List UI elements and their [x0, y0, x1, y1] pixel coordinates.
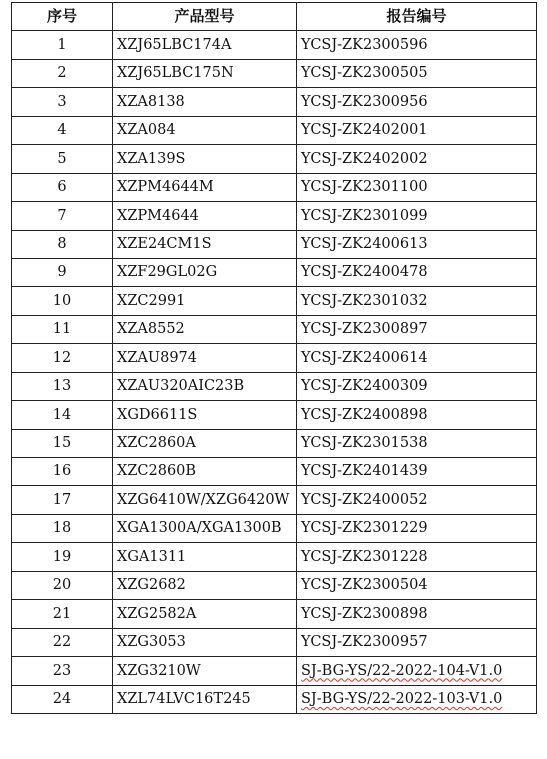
cell-report-number: YCSJ-ZK2400898: [297, 401, 537, 429]
cell-seq: 19: [12, 543, 113, 571]
cell-product-model: XZG3210W: [113, 657, 297, 685]
cell-seq: 18: [12, 514, 113, 542]
cell-report-number: YCSJ-ZK2301538: [297, 429, 537, 457]
cell-seq: 11: [12, 315, 113, 343]
table-row: [12, 657, 537, 685]
product-report-table: [11, 2, 537, 714]
cell-report-number: YCSJ-ZK2300898: [297, 600, 537, 628]
cell-product-model: XZG2682: [113, 571, 297, 599]
cell-seq: 2: [12, 59, 113, 87]
cell-seq: 1: [12, 31, 113, 59]
cell-product-model: XZE24CM1S: [113, 230, 297, 258]
cell-product-model: XGD6611S: [113, 401, 297, 429]
table-row: [12, 685, 537, 713]
cell-report-number: [297, 657, 537, 685]
cell-product-model: XZG2582A: [113, 600, 297, 628]
table-row: [12, 372, 537, 400]
cell-product-model: XZA084: [113, 116, 297, 144]
cell-seq: 7: [12, 202, 113, 230]
cell-product-model: XZA8552: [113, 315, 297, 343]
header-report: 报告编号: [297, 3, 537, 31]
table-header-row: [12, 3, 537, 31]
cell-report-number: YCSJ-ZK2301229: [297, 514, 537, 542]
cell-product-model: XZJ65LBC175N: [113, 59, 297, 87]
cell-seq: 15: [12, 429, 113, 457]
cell-report-number: YCSJ-ZK2401439: [297, 458, 537, 486]
cell-report-number: YCSJ-ZK2301032: [297, 287, 537, 315]
cell-product-model: XZG3053: [113, 628, 297, 656]
cell-product-model: XZA139S: [113, 145, 297, 173]
table-row: [12, 258, 537, 286]
table-row: [12, 401, 537, 429]
cell-product-model: XZPM4644M: [113, 173, 297, 201]
cell-seq: 3: [12, 88, 113, 116]
table-row: [12, 600, 537, 628]
table-row: [12, 173, 537, 201]
table-row: [12, 202, 537, 230]
table-row: [12, 344, 537, 372]
cell-product-model: XZAU8974: [113, 344, 297, 372]
cell-seq: 24: [12, 685, 113, 713]
cell-seq: 17: [12, 486, 113, 514]
cell-report-number: YCSJ-ZK2300957: [297, 628, 537, 656]
cell-report-number: YCSJ-ZK2400478: [297, 258, 537, 286]
cell-report-number: YCSJ-ZK2300596: [297, 31, 537, 59]
cell-report-number: YCSJ-ZK2300505: [297, 59, 537, 87]
table-row: [12, 287, 537, 315]
cell-report-number: YCSJ-ZK2301100: [297, 173, 537, 201]
cell-seq: 12: [12, 344, 113, 372]
cell-report-number: YCSJ-ZK2400309: [297, 372, 537, 400]
table-row: [12, 31, 537, 59]
cell-report-number: YCSJ-ZK2301099: [297, 202, 537, 230]
report-number-text: SJ-BG-YS/22-2022-104-V1.0: [301, 662, 503, 679]
cell-seq: 21: [12, 600, 113, 628]
cell-product-model: XGA1300A/XGA1300B: [113, 514, 297, 542]
cell-report-number: YCSJ-ZK2300956: [297, 88, 537, 116]
document-sheet: [11, 2, 536, 714]
cell-product-model: XZJ65LBC174A: [113, 31, 297, 59]
header-model: 产品型号: [113, 3, 297, 31]
cell-product-model: XZA8138: [113, 88, 297, 116]
cell-product-model: XZG6410W/XZG6420W: [113, 486, 297, 514]
cell-report-number: [297, 685, 537, 713]
cell-report-number: YCSJ-ZK2400052: [297, 486, 537, 514]
cell-seq: 9: [12, 258, 113, 286]
cell-report-number: YCSJ-ZK2300504: [297, 571, 537, 599]
cell-seq: 20: [12, 571, 113, 599]
cell-product-model: XZC2860B: [113, 458, 297, 486]
cell-seq: 16: [12, 458, 113, 486]
table-body: [12, 31, 537, 714]
table-row: [12, 543, 537, 571]
table-row: [12, 514, 537, 542]
header-seq: 序号: [12, 3, 113, 31]
table-row: [12, 230, 537, 258]
cell-seq: 8: [12, 230, 113, 258]
table-row: [12, 429, 537, 457]
table-row: [12, 145, 537, 173]
cell-report-number: YCSJ-ZK2400614: [297, 344, 537, 372]
table-row: [12, 458, 537, 486]
cell-product-model: XZC2991: [113, 287, 297, 315]
table-row: [12, 59, 537, 87]
cell-report-number: YCSJ-ZK2300897: [297, 315, 537, 343]
cell-product-model: XGA1311: [113, 543, 297, 571]
cell-seq: 22: [12, 628, 113, 656]
table-row: [12, 571, 537, 599]
table-row: [12, 88, 537, 116]
cell-report-number: YCSJ-ZK2402002: [297, 145, 537, 173]
table-row: [12, 628, 537, 656]
cell-product-model: XZL74LVC16T245: [113, 685, 297, 713]
cell-product-model: XZF29GL02G: [113, 258, 297, 286]
cell-seq: 23: [12, 657, 113, 685]
cell-report-number: YCSJ-ZK2400613: [297, 230, 537, 258]
cell-seq: 14: [12, 401, 113, 429]
cell-seq: 6: [12, 173, 113, 201]
cell-seq: 5: [12, 145, 113, 173]
cell-product-model: XZPM4644: [113, 202, 297, 230]
cell-product-model: XZC2860A: [113, 429, 297, 457]
report-number-text: SJ-BG-YS/22-2022-103-V1.0: [301, 690, 503, 707]
table-row: [12, 116, 537, 144]
cell-seq: 4: [12, 116, 113, 144]
cell-seq: 13: [12, 372, 113, 400]
cell-product-model: XZAU320AIC23B: [113, 372, 297, 400]
cell-report-number: YCSJ-ZK2402001: [297, 116, 537, 144]
cell-report-number: YCSJ-ZK2301228: [297, 543, 537, 571]
cell-seq: 10: [12, 287, 113, 315]
table-row: [12, 486, 537, 514]
table-row: [12, 315, 537, 343]
